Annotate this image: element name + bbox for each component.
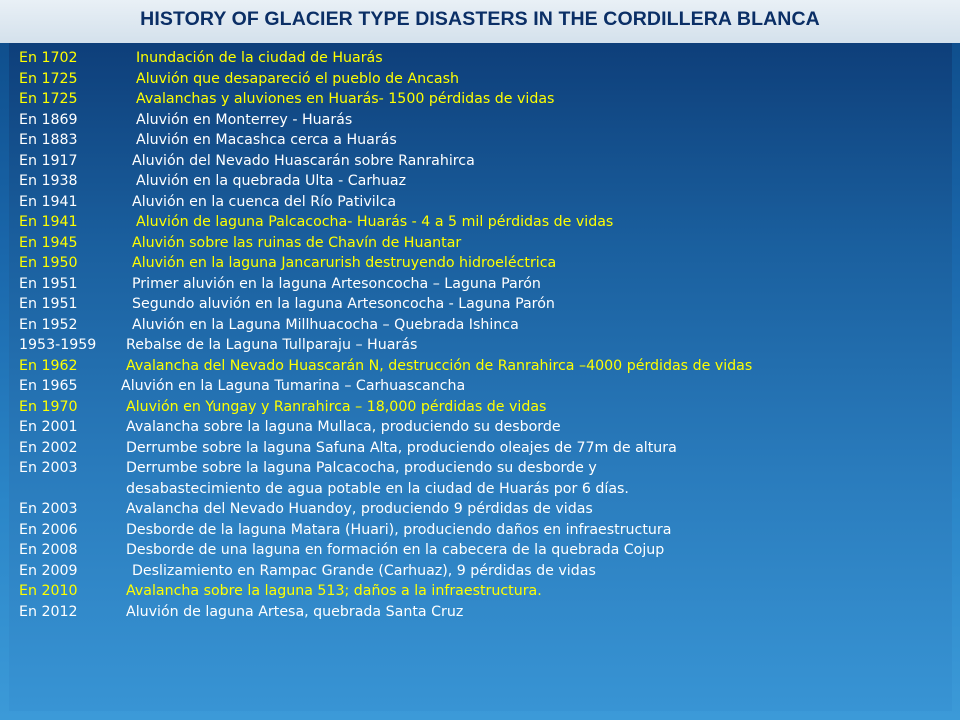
event-year: En 1951 xyxy=(19,275,78,292)
list-item xyxy=(19,397,949,418)
event-text: Segundo aluvión en la laguna Artesoncocha - Laguna Parón xyxy=(132,296,555,312)
list-item xyxy=(19,130,949,151)
event-text: Deslizamiento en Rampac Grande (Carhuaz), 9 pérdidas de vidas xyxy=(132,562,596,579)
event-year: En 1970 xyxy=(19,398,78,415)
event-year: En 1883 xyxy=(19,132,78,148)
event-year: En 1917 xyxy=(19,152,78,169)
list-item xyxy=(19,520,949,541)
event-year: En 2003 xyxy=(19,460,78,476)
list-item xyxy=(19,69,949,90)
list-item xyxy=(19,458,949,479)
title-bar xyxy=(0,0,960,43)
event-year: En 1945 xyxy=(19,234,78,251)
list-item xyxy=(19,581,949,602)
slide-title: HISTORY OF GLACIER TYPE DISASTERS IN THE CORDILLERA BLANCA xyxy=(140,8,820,30)
event-text: Rebalse de la Laguna Tullparaju – Huarás xyxy=(126,337,418,353)
list-item xyxy=(19,171,949,192)
event-text: Aluvión de laguna Artesa, quebrada Santa Cruz xyxy=(126,603,464,620)
list-item xyxy=(19,561,949,582)
event-text: Aluvión en Macashca cerca a Huarás xyxy=(136,132,397,148)
event-year: En 2010 xyxy=(19,583,78,599)
list-item xyxy=(19,110,949,131)
list-item xyxy=(19,48,949,69)
list-item xyxy=(19,335,949,356)
list-item xyxy=(19,602,949,623)
event-text: Avalanchas y aluviones en Huarás- 1500 pérdidas de vidas xyxy=(136,91,555,107)
list-item xyxy=(19,540,949,561)
event-year: En 1725 xyxy=(19,70,78,87)
list-item xyxy=(19,253,949,274)
event-text: Aluvión en Yungay y Ranrahirca – 18,000 pérdidas de vidas xyxy=(126,398,547,415)
event-text: Avalancha sobre la laguna 513; daños a la infraestructura. xyxy=(126,583,542,599)
event-year: En 2012 xyxy=(19,603,78,620)
event-year: En 1950 xyxy=(19,255,78,271)
event-year: En 1952 xyxy=(19,316,78,333)
event-text: Aluvión en la quebrada Ulta - Carhuaz xyxy=(136,173,407,189)
event-text: Inundación de la ciudad de Huarás xyxy=(136,50,383,66)
event-text: Aluvión que desapareció el pueblo de Ancash xyxy=(136,70,459,87)
list-item xyxy=(19,212,949,233)
list-item xyxy=(19,233,949,254)
event-text: Derrumbe sobre la laguna Palcacocha, produciendo su desborde y xyxy=(126,460,597,476)
event-year: En 1869 xyxy=(19,111,78,128)
list-item xyxy=(19,356,949,377)
event-year: En 1965 xyxy=(19,378,78,394)
event-text: Desborde de una laguna en formación en la cabecera de la quebrada Cojup xyxy=(126,542,665,558)
list-item xyxy=(19,438,949,459)
event-text: Avalancha del Nevado Huascarán N, destrucción de Ranrahirca –4000 pérdidas de vidas xyxy=(126,357,753,374)
event-year: En 2009 xyxy=(19,562,78,579)
event-text: Aluvión en la cuenca del Río Pativilca xyxy=(132,193,397,210)
event-year: En 2001 xyxy=(19,419,78,435)
event-text: Aluvión del Nevado Huascarán sobre Ranrahirca xyxy=(132,152,475,169)
event-text: desabastecimiento de agua potable en la ciudad de Huarás por 6 días. xyxy=(126,480,629,497)
list-item xyxy=(19,274,949,295)
event-year: En 1702 xyxy=(19,50,78,66)
event-year: En 2008 xyxy=(19,542,78,558)
list-item xyxy=(19,376,949,397)
list-item xyxy=(19,192,949,213)
event-text: Avalancha del Nevado Huandoy, produciendo 9 pérdidas de vidas xyxy=(126,501,593,517)
event-year: En 2002 xyxy=(19,439,78,456)
event-text: Aluvión de laguna Palcacocha- Huarás - 4 a 5 mil pérdidas de vidas xyxy=(136,214,614,230)
event-text: Primer aluvión en la laguna Artesoncocha – Laguna Parón xyxy=(132,275,541,292)
event-text: Aluvión en la Laguna Millhuacocha – Quebrada Ishinca xyxy=(132,316,519,333)
list-item xyxy=(19,89,949,110)
event-text: Aluvión en la laguna Jancarurish destruyendo hidroeléctrica xyxy=(132,255,557,271)
disaster-list xyxy=(19,48,949,622)
event-year: En 1725 xyxy=(19,91,78,107)
list-item xyxy=(19,294,949,315)
event-year: En 2003 xyxy=(19,501,78,517)
event-year: En 1962 xyxy=(19,357,78,374)
list-item xyxy=(19,479,949,500)
event-year: En 2006 xyxy=(19,521,78,538)
event-year: En 1951 xyxy=(19,296,78,312)
event-year: En 1938 xyxy=(19,173,78,189)
event-year: En 1941 xyxy=(19,193,78,210)
event-text: Aluvión sobre las ruinas de Chavín de Huantar xyxy=(132,234,462,251)
list-item xyxy=(19,151,949,172)
event-text: Aluvión en Monterrey - Huarás xyxy=(136,111,353,128)
event-year: 1953-1959 xyxy=(19,337,97,353)
list-item xyxy=(19,417,949,438)
event-text: Derrumbe sobre la laguna Safuna Alta, produciendo oleajes de 77m de altura xyxy=(126,439,677,456)
event-year: En 1941 xyxy=(19,214,78,230)
event-text: Avalancha sobre la laguna Mullaca, produciendo su desborde xyxy=(126,419,561,435)
list-item xyxy=(19,499,949,520)
event-text: Desborde de la laguna Matara (Huari), produciendo daños en infraestructura xyxy=(126,521,672,538)
list-item xyxy=(19,315,949,336)
event-text: Aluvión en la Laguna Tumarina – Carhuascancha xyxy=(121,378,466,394)
